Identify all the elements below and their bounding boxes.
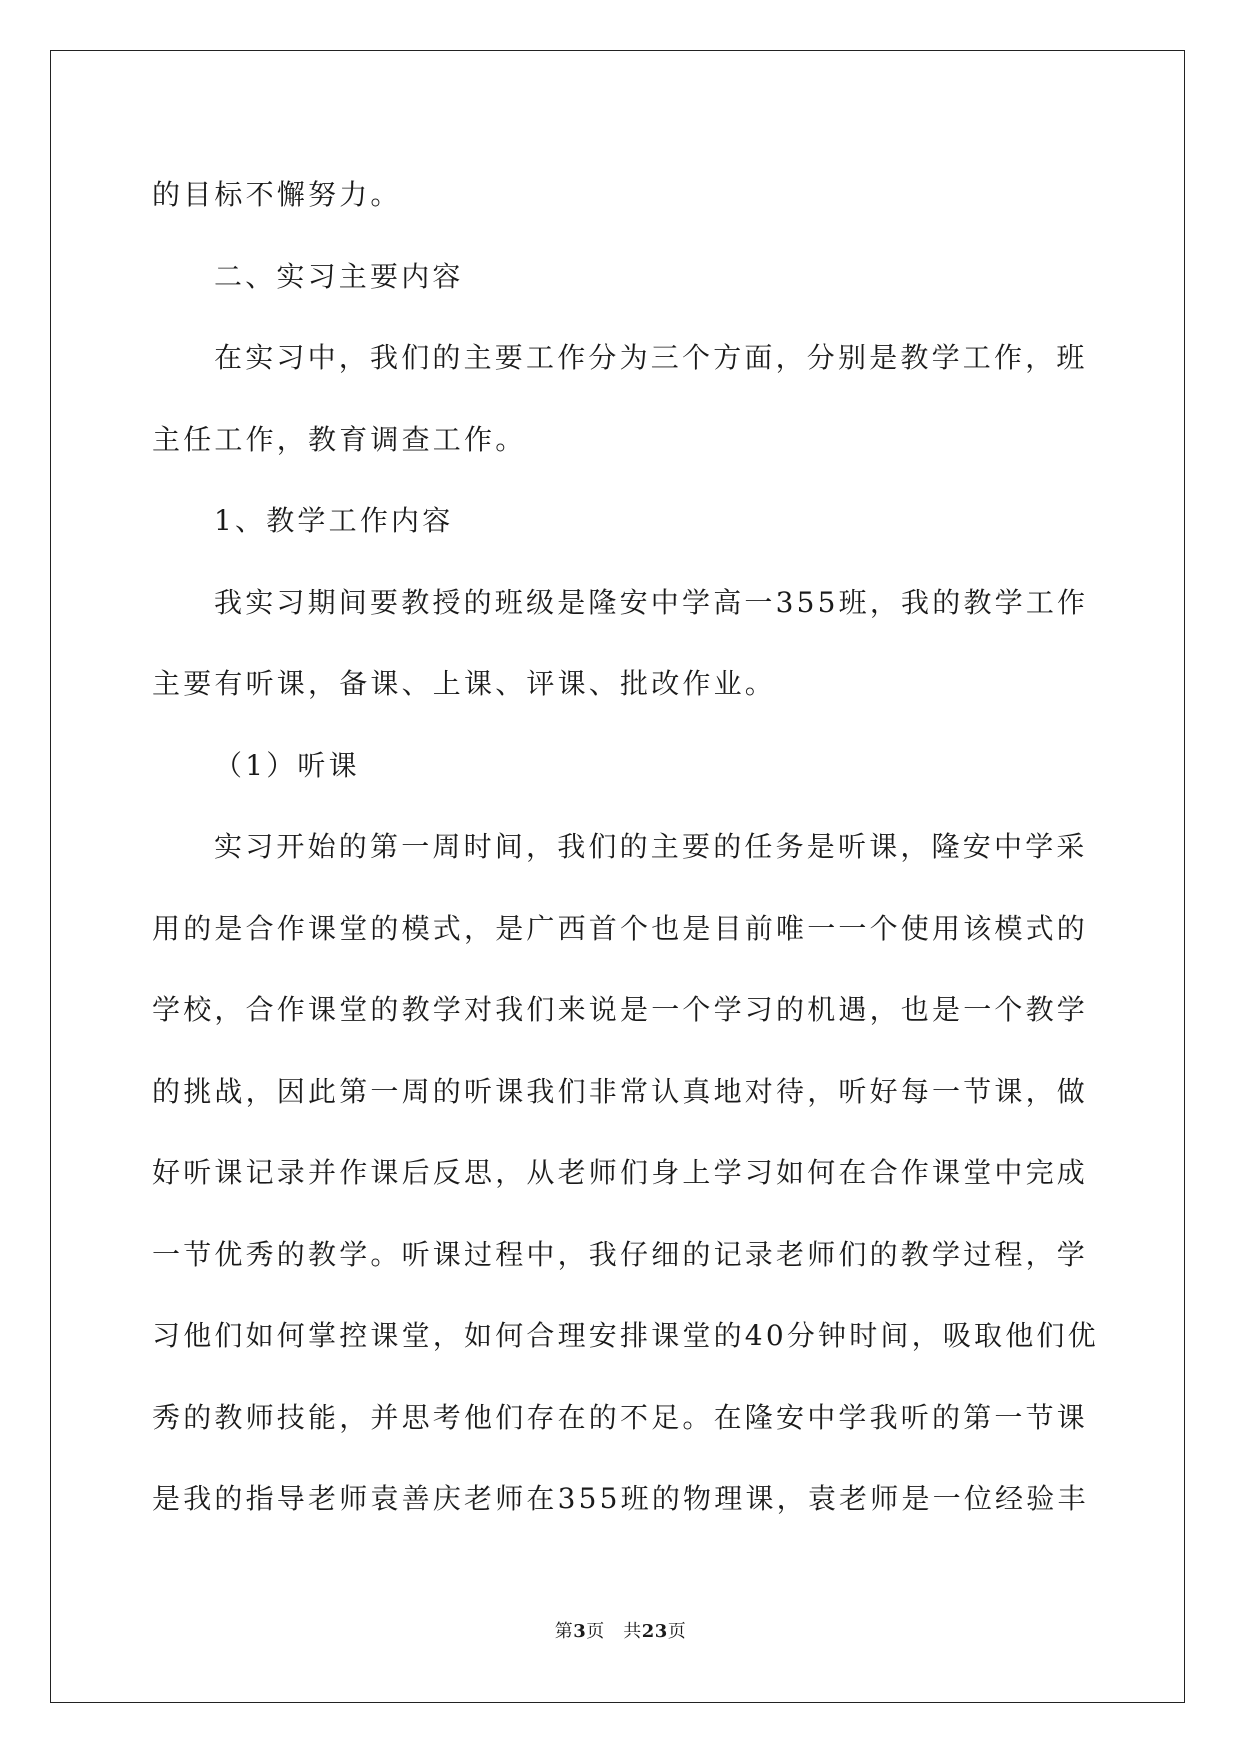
subsection-heading <box>152 725 1084 807</box>
text-line: 好听课记录并作课后反思，从老师们身上学习如何在合作课堂中完成 <box>152 1156 1089 1189</box>
section-heading <box>152 236 1084 318</box>
text-line: 的挑战，因此第一周的听课我们非常认真地对待，听好每一节课，做 <box>152 1074 1089 1108</box>
text-line: 用的是合作课堂的模式，是广西首个也是目前唯一一个使用该模式的 <box>152 911 1089 945</box>
text-line: 的目标不懈努力。 <box>152 178 402 211</box>
footer-middle: 页 共 <box>586 1621 642 1642</box>
text-line: 主要有听课，备课、上课、评课、批改作业。 <box>152 667 777 700</box>
text-line: 实习开始的第一周时间，我们的主要的任务是听课，隆安中学采 <box>214 830 1088 863</box>
paragraph <box>152 562 1089 725</box>
current-page-number: 3 <box>573 1621 587 1642</box>
text-line: 我实习期间要教授的班级是隆安中学高一355班，我的教学工作 <box>214 585 1089 619</box>
paragraph <box>152 154 1084 236</box>
subsection-heading <box>152 480 1084 562</box>
text-line: 一节优秀的教学。听课过程中，我仔细的记录老师们的教学过程，学 <box>152 1237 1089 1271</box>
paragraph <box>152 317 1088 480</box>
text-line: 二、实习主要内容 <box>214 259 464 293</box>
text-line: 习他们如何掌控课堂，如何合理安排课堂的40分钟时间，吸取他们优 <box>152 1319 1099 1352</box>
footer-prefix: 第 <box>554 1621 574 1642</box>
text-line: （1）听课 <box>214 748 360 782</box>
text-line: 主任工作，教育调查工作。 <box>152 422 527 456</box>
text-line: 1、教学工作内容 <box>214 504 454 537</box>
text-line: 学校，合作课堂的教学对我们来说是一个学习的机遇，也是一个教学 <box>152 993 1089 1026</box>
text-line: 在实习中，我们的主要工作分为三个方面，分别是教学工作，班 <box>214 341 1088 374</box>
paragraph <box>152 806 1099 1540</box>
total-page-count: 23 <box>641 1621 668 1642</box>
text-line: 是我的指导老师袁善庆老师在355班的物理课，袁老师是一位经验丰 <box>152 1482 1089 1515</box>
document-body <box>152 154 1099 1540</box>
page-footer <box>0 1617 1241 1643</box>
text-line: 秀的教师技能，并思考他们存在的不足。在隆安中学我听的第一节课 <box>152 1400 1089 1434</box>
footer-suffix: 页 <box>667 1621 687 1642</box>
